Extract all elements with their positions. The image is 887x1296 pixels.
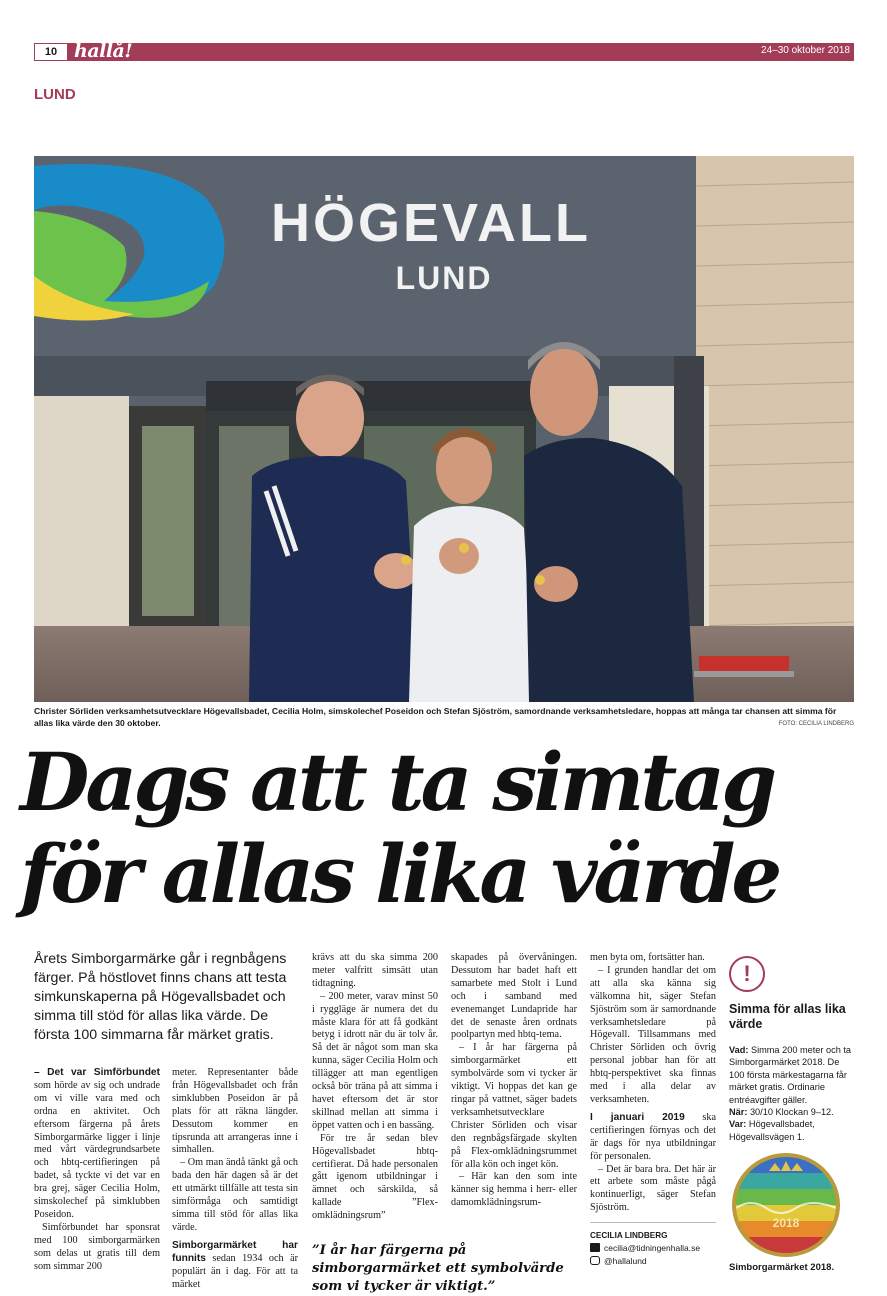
body-column-2 (172, 1067, 298, 1291)
header-bar (34, 40, 854, 62)
simborgarmarke-badge-image (731, 1153, 841, 1257)
author-box (590, 1222, 716, 1268)
paragraph: sedan 1934 och är populärt än i dag. För att ta märket (172, 1252, 298, 1290)
paragraph: – Om man ändå tänkt gå och bada den här dagen så är det ett utmärkt tillfälle att testa sin simförmåga och samtidigt simma till stöd för allas lika värde. (172, 1157, 298, 1233)
paragraph: krävs att du ska simma 200 meter valfritt simsätt utan tidtagning. (312, 952, 438, 989)
article-intro: Årets Simborgarmärke går i regnbågens färger. På höstlovet finns chans att testa simkunskaperna på Högevallsbadet och simma till stöd för allas lika värde. De första 100 simmarna får märket gratis. (34, 951, 287, 1043)
paragraph: Simförbundet har sponsrat med 100 simborgarmärken som delas ut gratis till dem som simmar 200 (34, 1221, 160, 1272)
body-column-1 (34, 1067, 160, 1274)
fact-box-body (729, 1044, 857, 1143)
paragraph: – I år har färgerna på simborgarmärket ett symbolvärde som vi tycker är viktigt. Vi hoppas det kan ge ringar på vattnet, säger badets verksamhetsutvecklare Christer Sörliden och visar den regnbågsfärgade skylten på Flex-omklädningsrummet för alla kön och inget kön. (451, 1042, 577, 1170)
email-icon (590, 1243, 600, 1252)
paragraph: skapades på övervåningen. Dessutom har badet haft ett samarbete med Stolt i Lund och i samband med evenemanget Lundapride har det de senaste åren ordnats poolpartyn med hbtq-tema. (451, 952, 577, 1041)
body-column-3 (312, 952, 438, 1223)
body-column-5 (590, 952, 716, 1215)
lead-in: – Det var Simförbundet (34, 1067, 160, 1078)
subhead: Simborgarmärket har funnits (172, 1239, 298, 1264)
body-column-4 (451, 952, 577, 1210)
section-label: LUND (34, 86, 76, 103)
paragraph: – 200 meter, varav minst 50 i ryggläge är numera det du måste klara för att få godkänt betyg i idrott när du är tolv år. Så det är något som man ska kunna, säger Cecilia Holm och tillägger att man egentligen också bör träna på att simma i havet eftersom det är stor skillnad mellan att simma i öppet vatten och i en bassäng. (312, 990, 438, 1131)
pull-quote: ”I år har färgerna på simborgarmärket ett symbolvärde som vi tycker är viktigt.” (312, 1243, 564, 1294)
paragraph: men byta om, fortsätter han. (590, 952, 705, 963)
publication-logo: hallå! (74, 40, 133, 62)
article-photo (34, 156, 854, 702)
paragraph: som hörde av sig och undrade om vi ville vara med och ordna en aktivitet. Och eftersom färgerna på årets Simborgarmärke ligger i linje med vårt värdegrundsarbete och hbtq-certifieringen på badet, så tyckte vi det var en bra grej, säger Cecilia Holm, simskolechef på simklubben Poseidon. (34, 1079, 160, 1220)
fact-when: 30/10 Klockan 9–12. (747, 1107, 834, 1118)
paragraph: – Här kan den som inte känner sig hemma i herr- eller damomklädningsrum- (451, 1171, 577, 1209)
badge-year: 2018 (772, 1216, 800, 1230)
issue-date: 24–30 oktober 2018 (761, 45, 850, 56)
photo-credit: FOTO: CECILIA LINDBERG (778, 721, 854, 727)
building-sign-main: HÖGEVALL (271, 193, 591, 253)
fact-what: Simma 200 meter och ta Simborgarmärket 2018. De 100 första märkestagarna får märket gratis. Ordinarie entréavgifter gäller. (729, 1045, 852, 1105)
headline-line-1: Dags att ta simtag (20, 735, 774, 829)
page-number: 10 (34, 43, 68, 61)
paragraph: – I grunden handlar det om att alla ska känna sig välkomna hit, säger Stefan Sjöström som är samordnande verksamhetsledare på Högevall. Tillsammans med Christer Sörliden och övrig personal jobbar han för att hbtq-perspektivet ska finnas med i alla delar av verksamheten. (590, 964, 716, 1105)
building-sign-sub: LUND (395, 260, 493, 296)
fact-label-when: När: (729, 1107, 748, 1118)
author-email[interactable]: cecilia@tidningenhalla.se (604, 1243, 701, 1253)
fact-label-where: Var: (729, 1119, 747, 1130)
paragraph: – Det är bara bra. Det här är ett arbete som måste pågå kontinuerligt, säger Stefan Sjöström. (590, 1163, 716, 1214)
fact-label-what: Vad: (729, 1045, 749, 1055)
paragraph: ska certifieringen förnyas och det är dags för nya utbildningar för personalen. (590, 1111, 716, 1162)
exclamation-icon: ! (729, 956, 765, 992)
article-headline (20, 736, 880, 920)
author-name: CECILIA LINDBERG (590, 1231, 668, 1240)
photo-illustration (34, 156, 854, 702)
fact-where: Högevallsbadet, Högevallsvägen 1. (729, 1119, 815, 1142)
badge-caption: Simborgarmärket 2018. (729, 1262, 835, 1273)
fact-box-title: Simma för allas lika värde (729, 1002, 846, 1031)
paragraph: meter. Representanter både från Högevallsbadet och från simklubben Poseidon är på plats för att räkna längder. Dessutom kommer en tipsrunda att arrangeras inne i simhallen. (172, 1067, 298, 1156)
fact-box (729, 956, 857, 1143)
lead-in: I januari 2019 (590, 1111, 685, 1123)
photo-caption: Christer Sörliden verksamhetsutvecklare Högevallsbadet, Cecilia Holm, simskolechef Poseidon och Stefan Sjöström, samordnande verksamhetsledare, hoppas att många tar chansen att simma för allas lika värde den 30 oktober. (34, 706, 837, 728)
author-social[interactable]: @hallalund (604, 1256, 647, 1266)
instagram-icon (590, 1256, 600, 1265)
paragraph: För tre år sedan blev Högevallsbadet hbtq-certifierat. Då hade personalen gått igenom utbildningar i ämnet och särskilda, så kallade ”Flex-omklädningsrum” (312, 1132, 438, 1222)
headline-line-2: för allas lika värde (20, 827, 779, 921)
